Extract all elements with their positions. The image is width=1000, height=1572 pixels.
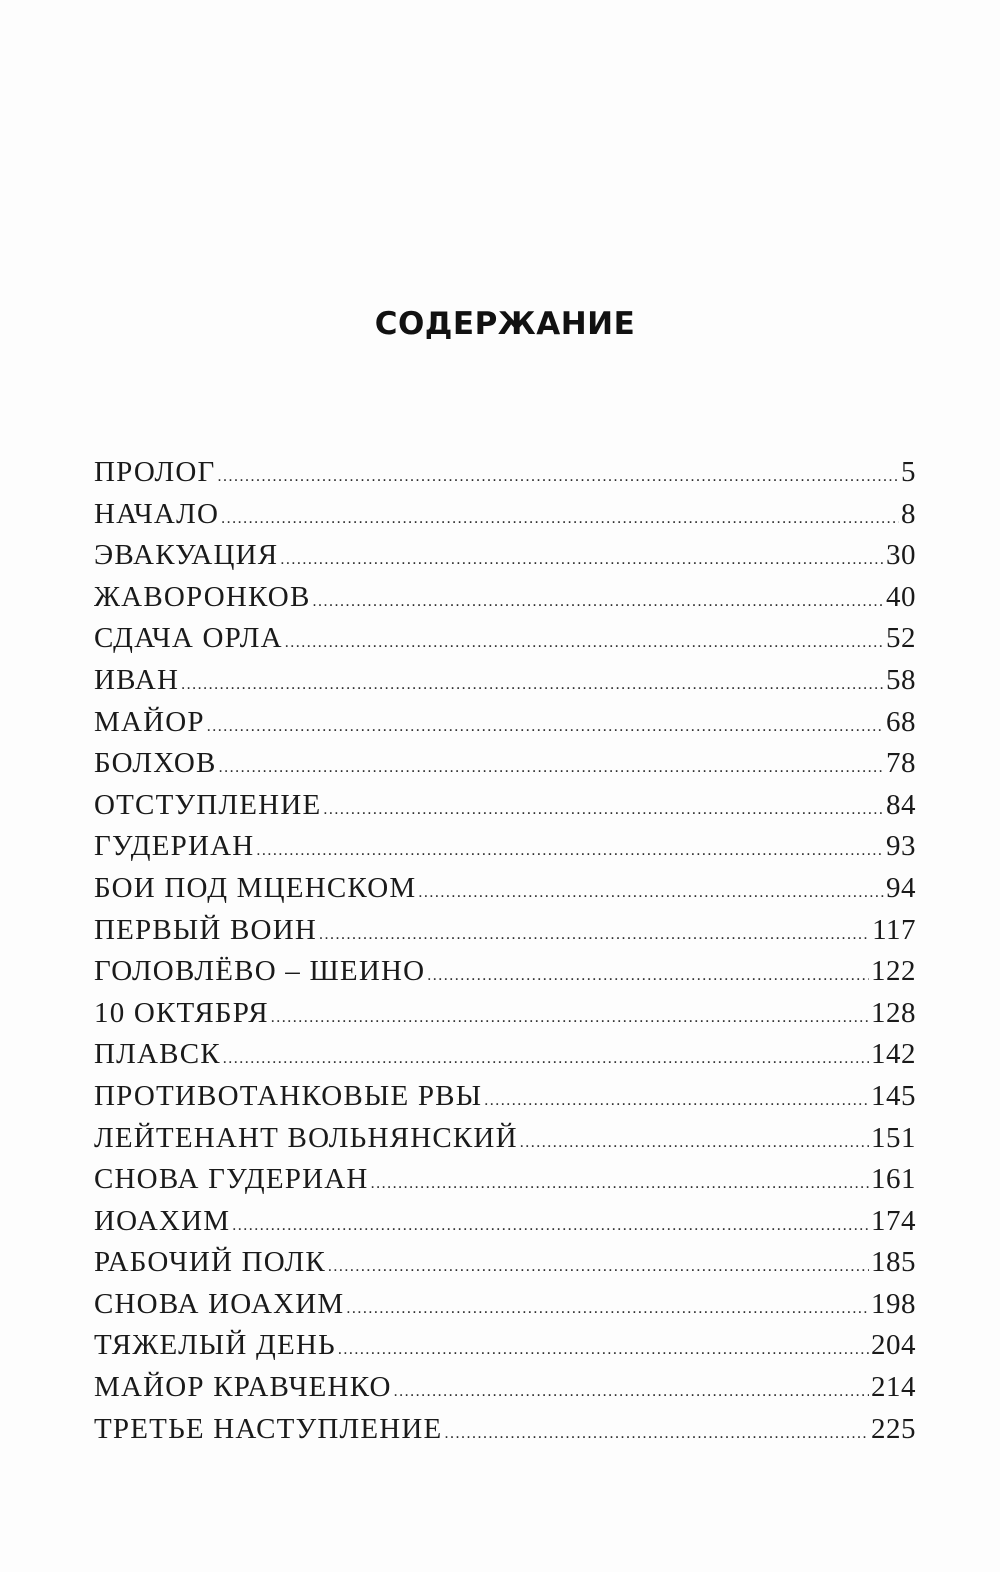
dot-leader: [323, 801, 884, 819]
dot-leader: [232, 1217, 869, 1235]
toc-entry-page-number: 30: [886, 539, 916, 572]
toc-entry-page-number: 84: [886, 788, 916, 821]
toc-entry: [94, 914, 916, 956]
toc-entry: [94, 1413, 916, 1455]
dot-leader: [338, 1341, 869, 1359]
dot-leader: [271, 1009, 869, 1027]
toc-entry-title: РАБОЧИЙ ПОЛК: [94, 1246, 326, 1279]
dot-leader: [256, 842, 884, 860]
dot-leader: [520, 1134, 869, 1152]
toc-entry-title: ЛЕЙТЕНАНТ ВОЛЬНЯНСКИЙ: [94, 1121, 518, 1154]
toc-entry-page-number: 161: [871, 1163, 916, 1196]
table-of-contents: [94, 456, 916, 1454]
dot-leader: [346, 1300, 869, 1318]
dot-leader: [328, 1258, 869, 1276]
dot-leader: [394, 1383, 869, 1401]
dot-leader: [319, 926, 870, 944]
dot-leader: [207, 718, 884, 736]
toc-entry-page-number: 198: [871, 1287, 916, 1320]
toc-entry: [94, 539, 916, 581]
toc-entry-page-number: 214: [871, 1371, 916, 1404]
toc-entry-title: СДАЧА ОРЛА: [94, 622, 283, 655]
toc-entry: [94, 664, 916, 706]
toc-entry-page-number: 94: [886, 871, 916, 904]
toc-entry: [94, 1038, 916, 1080]
toc-entry-page-number: 142: [871, 1038, 916, 1071]
toc-entry-page-number: 52: [886, 622, 916, 655]
toc-entry-title: ГУДЕРИАН: [94, 830, 255, 863]
toc-entry-title: ПРОТИВОТАНКОВЫЕ РВЫ: [94, 1079, 483, 1112]
toc-entry-page-number: 8: [901, 497, 916, 530]
dot-leader: [371, 1175, 869, 1193]
page-title: СОДЕРЖАНИЕ: [374, 306, 636, 342]
toc-entry-title: НАЧАЛО: [94, 497, 220, 530]
toc-entry: [94, 1163, 916, 1205]
toc-entry: [94, 1080, 916, 1122]
toc-entry: [94, 456, 916, 498]
dot-leader: [418, 884, 884, 902]
toc-entry-title: БОИ ПОД МЦЕНСКОМ: [94, 871, 417, 904]
toc-entry-page-number: 128: [871, 996, 916, 1029]
dot-leader: [181, 676, 884, 694]
toc-entry-title: ЖАВОРОНКОВ: [94, 580, 311, 613]
dot-leader: [427, 967, 869, 985]
toc-entry: [94, 622, 916, 664]
toc-entry: [94, 581, 916, 623]
dot-leader: [219, 759, 884, 777]
toc-entry-title: ИОАХИМ: [94, 1204, 231, 1237]
toc-entry: [94, 1205, 916, 1247]
toc-entry-page-number: 204: [871, 1329, 916, 1362]
toc-entry: [94, 789, 916, 831]
toc-entry: [94, 830, 916, 872]
toc-entry-title: ТЯЖЕЛЫЙ ДЕНЬ: [94, 1329, 336, 1362]
toc-entry: [94, 1122, 916, 1164]
toc-entry-title: ГОЛОВЛЁВО – ШЕИНО: [94, 955, 426, 988]
toc-entry-page-number: 5: [901, 456, 916, 488]
toc-entry-page-number: 174: [871, 1204, 916, 1237]
toc-entry-page-number: 145: [871, 1079, 916, 1112]
dot-leader: [313, 593, 885, 611]
toc-entry-title: ИВАН: [94, 663, 180, 696]
toc-entry-title: МАЙОР: [94, 705, 205, 738]
toc-entry-title: ТРЕТЬЕ НАСТУПЛЕНИЕ: [94, 1412, 443, 1445]
toc-entry-title: БОЛХОВ: [94, 747, 217, 780]
dot-leader: [221, 510, 899, 528]
toc-entry: [94, 706, 916, 748]
dot-leader: [280, 551, 884, 569]
toc-entry: [94, 1371, 916, 1413]
dot-leader: [444, 1425, 869, 1443]
toc-entry-title: МАЙОР КРАВЧЕНКО: [94, 1371, 392, 1404]
toc-entry-title: ПРОЛОГ: [94, 456, 216, 488]
toc-entry-page-number: 122: [871, 955, 916, 988]
toc-entry-page-number: 78: [886, 747, 916, 780]
toc-entry: [94, 1246, 916, 1288]
toc-entry-title: ПЛАВСК: [94, 1038, 221, 1071]
toc-entry: [94, 1329, 916, 1371]
toc-entry: [94, 955, 916, 997]
toc-entry-page-number: 225: [871, 1412, 916, 1445]
dot-leader: [285, 634, 884, 652]
toc-entry-title: 10 ОКТЯБРЯ: [94, 996, 269, 1029]
dot-leader: [484, 1092, 869, 1110]
toc-entry-page-number: 185: [871, 1246, 916, 1279]
toc-entry: [94, 498, 916, 540]
dot-leader: [218, 468, 899, 486]
toc-entry-page-number: 151: [871, 1121, 916, 1154]
toc-entry: [94, 1288, 916, 1330]
toc-entry-title: ЭВАКУАЦИЯ: [94, 539, 279, 572]
toc-entry-page-number: 68: [886, 705, 916, 738]
toc-entry-page-number: 40: [886, 580, 916, 613]
toc-entry-title: СНОВА ГУДЕРИАН: [94, 1163, 369, 1196]
toc-entry-title: ПЕРВЫЙ ВОИН: [94, 913, 317, 946]
toc-entry: [94, 872, 916, 914]
toc-entry: [94, 747, 916, 789]
dot-leader: [223, 1050, 869, 1068]
toc-entry: [94, 997, 916, 1039]
toc-entry-page-number: 58: [886, 663, 916, 696]
toc-entry-title: ОТСТУПЛЕНИЕ: [94, 788, 322, 821]
toc-entry-page-number: 93: [886, 830, 916, 863]
toc-entry-page-number: 117: [872, 913, 916, 946]
toc-entry-title: СНОВА ИОАХИМ: [94, 1287, 345, 1320]
